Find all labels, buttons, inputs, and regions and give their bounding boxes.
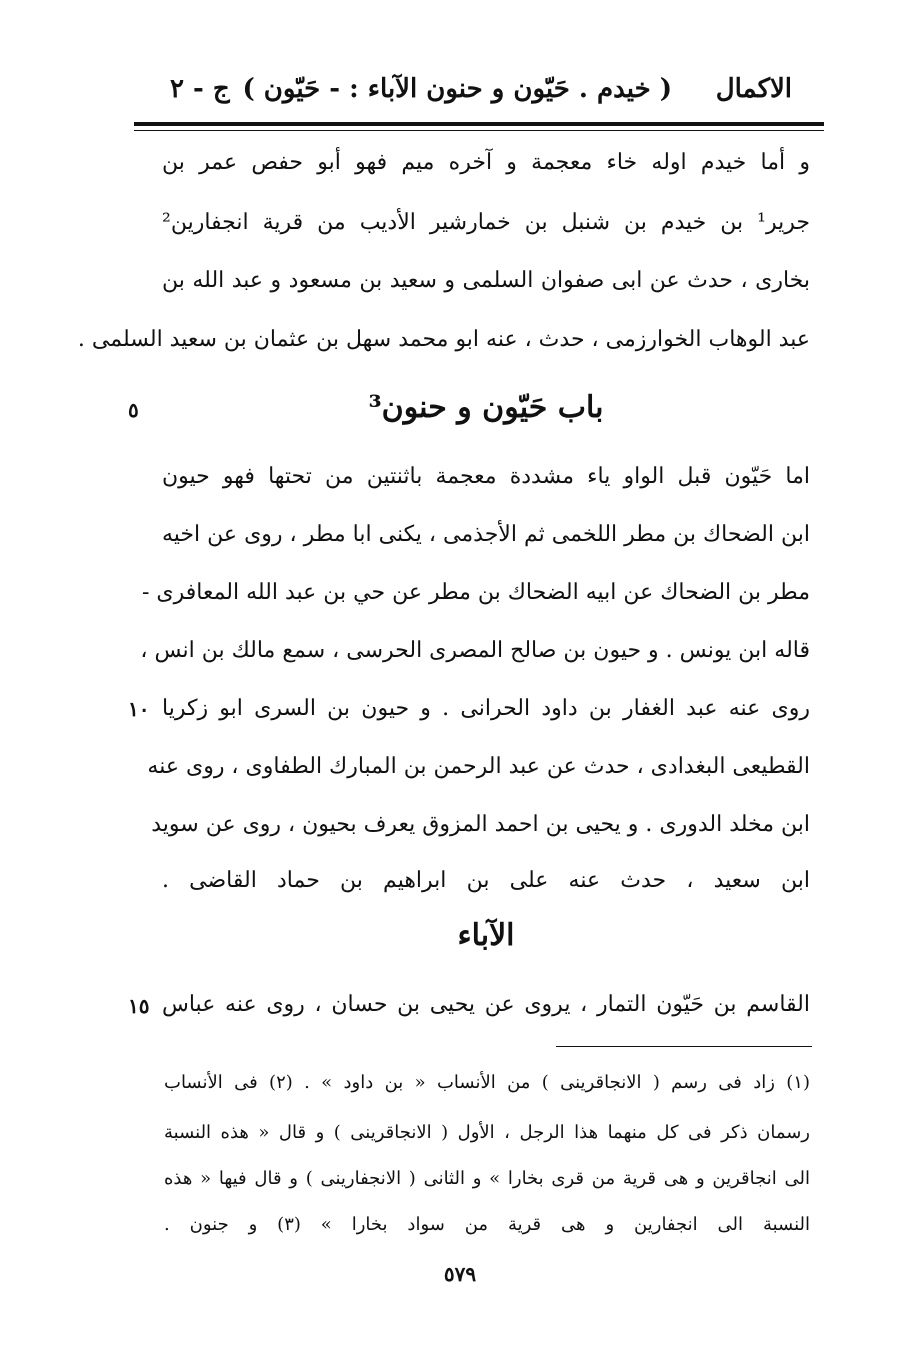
line-number-15: ١٥ bbox=[128, 994, 150, 1018]
footnote-rule bbox=[556, 1046, 812, 1047]
header-rule-thin bbox=[134, 130, 824, 131]
text-line: اما حَيّون قبل الواو ياء مشددة معجمة باثنتين من تحتها فهو حيون bbox=[162, 464, 810, 489]
text-line: ابن سعيد ، حدث عنه على بن ابراهيم بن حماد القاضى . bbox=[162, 868, 810, 893]
header-rule-thick bbox=[134, 122, 824, 126]
running-header bbox=[160, 68, 792, 116]
subsection-heading: الآباء bbox=[457, 918, 515, 953]
text-line: القطيعى البغدادى ، حدث عن عبد الرحمن بن المبارك الطفاوى ، روى عنه bbox=[147, 754, 810, 779]
section-summary: ( خيدم . حَيّون و حنون الآباء : - حَيّون ) bbox=[242, 74, 672, 104]
text-line: جرير¹ بن خيدم بن شنبل بن خمارشير الأديب من قرية انجفارين² bbox=[162, 210, 810, 235]
volume-label: ج - ٢ bbox=[170, 74, 230, 104]
footnote-line: الى انجاقرين و هى قرية من قرى بخارا » و الثانى ( الانجفارينى ) و قال فيها « هذه bbox=[164, 1168, 810, 1189]
page-number: ٥٧٩ bbox=[443, 1262, 477, 1286]
text-line: و أما خيدم اوله خاء معجمة و آخره ميم فهو أبو حفص عمر بن bbox=[162, 150, 810, 175]
text-line: روى عنه عبد الغفار بن داود الحرانى . و حيون بن السرى ابو زكريا bbox=[162, 696, 810, 721]
text-line: بخارى ، حدث عن ابى صفوان السلمى و سعيد بن مسعود و عبد الله بن bbox=[162, 268, 810, 293]
text-line: مطر بن الضحاك عن ابيه الضحاك بن مطر عن حي بن عبد الله المعافرى - bbox=[141, 580, 810, 605]
footnote-line: النسبة الى انجفارين و هى قرية من سواد بخارا » (٣) و جنون . bbox=[164, 1214, 810, 1235]
chapter-heading: باب حَيّون و حنون³ bbox=[368, 390, 604, 425]
text-line: قاله ابن يونس . و حيون بن صالح المصرى الحرسى ، سمع مالك بن انس ، bbox=[140, 638, 810, 663]
line-number-10: ١٠ bbox=[128, 697, 150, 721]
text-line: عبد الوهاب الخوارزمى ، حدث ، عنه ابو محمد سهل بن عثمان بن سعيد السلمى . bbox=[77, 327, 810, 352]
text-line: ابن الضحاك بن مطر اللخمى ثم الأجذمى ، يكنى ابا مطر ، روى عن اخيه bbox=[162, 522, 810, 547]
text-line: القاسم بن حَيّون التمار ، يروى عن يحيى بن حسان ، روى عنه عباس bbox=[162, 992, 810, 1017]
footnote-line: رسمان ذكر فى كل منهما هذا الرجل ، الأول ( الانجاقرينى ) و قال « هذه النسبة bbox=[164, 1122, 810, 1143]
book-title: الاكمال bbox=[715, 74, 792, 104]
line-number-5: ٥ bbox=[128, 398, 139, 422]
text-line: ابن مخلد الدورى . و يحيى بن احمد المزوق يعرف بحيون ، روى عن سويد bbox=[151, 812, 810, 837]
footnote-line: (١) زاد فى رسم ( الانجاقرينى ) من الأنساب « بن داود » . (٢) فى الأنساب bbox=[164, 1072, 810, 1093]
